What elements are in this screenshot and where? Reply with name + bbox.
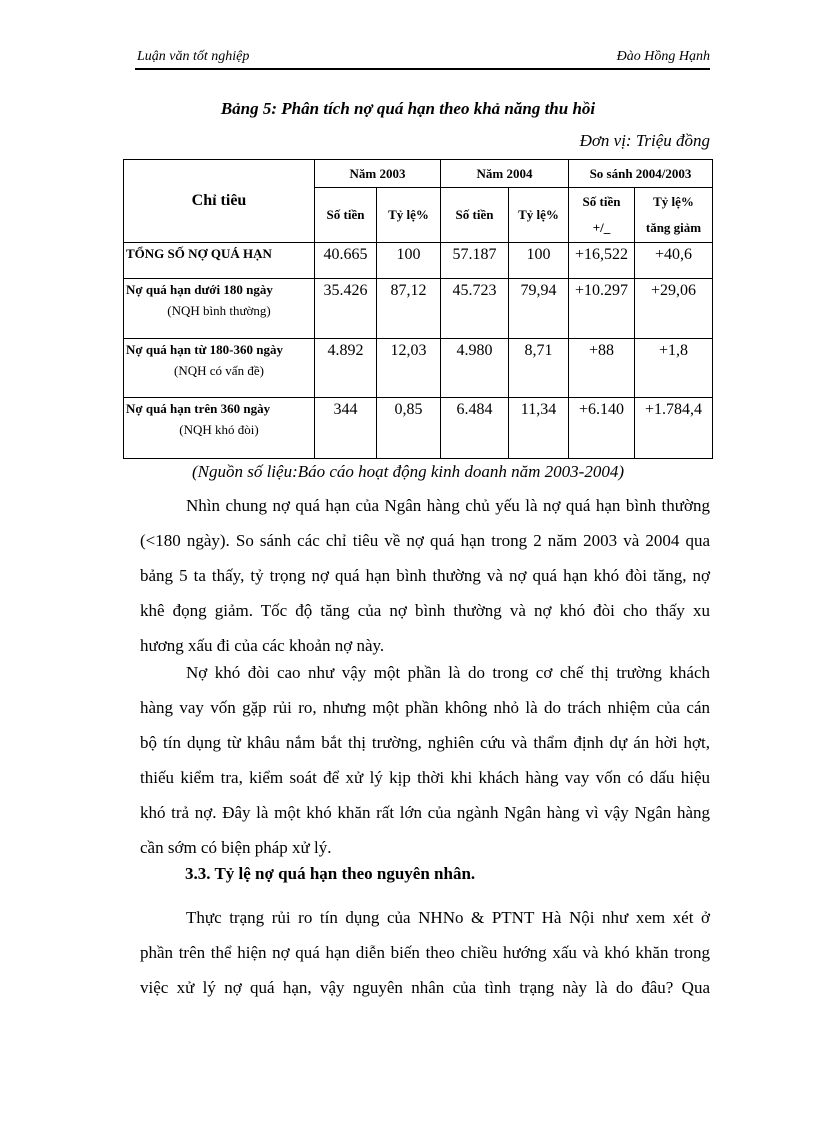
cell-value: +40,6 [635,243,713,279]
cell-value: 57.187 [441,243,509,279]
header-ratio-2004: Tỷ lệ% [509,188,569,243]
text-line: khê đọng giảm. Tốc độ tăng của nợ bình thường và nợ khó đòi cho thấy xu [140,601,710,620]
header-rule [135,68,710,70]
table-row [124,279,713,339]
text-line: phần trên thể hiện nợ quá hạn diễn biến theo chiều hướng xấu và khó khăn trong [140,943,710,962]
cell-value: 45.723 [441,279,509,339]
cell-value: +88 [569,339,635,398]
paragraph-3 [140,900,710,1005]
cell-value: 12,03 [377,339,441,398]
cell-value: 6.484 [441,398,509,459]
text-line: hàng vay vốn gặp rủi ro, nhưng một phần không nhỏ là do trách nhiệm của cán [140,698,710,717]
text-line: việc xử lý nợ quá hạn, vậy nguyên nhân của tình trạng này là do đâu? Qua [140,978,710,997]
header-cmp-amount: Số tiền +/_ [569,188,635,243]
row-label: Nợ quá hạn từ 180-360 ngày (NQH có vấn đề) [124,339,315,398]
cell-value: 4.892 [315,339,377,398]
text-line: (<180 ngày). So sánh các chỉ tiêu về nợ quá hạn trong 2 năm 2003 và 2004 qua [140,531,710,550]
cell-value: +6.140 [569,398,635,459]
table-row [124,339,713,398]
header-ratio-2003: Tỷ lệ% [377,188,441,243]
text-line: bộ tín dụng từ khâu nắm bắt thị trường, nghiên cứu và thẩm định dự án hời hợt, [140,733,710,752]
header-author: Đào Hồng Hạnh [616,49,710,64]
text-line: bảng 5 ta thấy, tỷ trọng nợ quá hạn bình thường và nợ quá hạn khó đòi tăng, nợ [140,566,710,585]
source-note: (Nguồn số liệu:Báo cáo hoạt động kinh doanh năm 2003-2004) [191,462,625,481]
text-line: Thực trạng rủi ro tín dụng của NHNo & PTNT Hà Nội như xem xét ở [186,908,710,927]
paragraph-2 [140,655,710,865]
cell-value: 4.980 [441,339,509,398]
cell-value: 8,71 [509,339,569,398]
header-year-2003: Năm 2003 [315,160,441,188]
header-cmp-ratio: Tỷ lệ% tăng giảm [635,188,713,243]
text-line: Nhìn chung nợ quá hạn của Ngân hàng chủ yếu là nợ quá hạn bình thường [186,496,710,515]
cell-value: 344 [315,398,377,459]
cell-value: +1,8 [635,339,713,398]
text-line: Nợ khó đòi cao như vậy một phần là do trong cơ chế thị trường khách [186,663,710,682]
row-label: Nợ quá hạn trên 360 ngày (NQH khó đòi) [124,398,315,459]
cell-value: 0,85 [377,398,441,459]
unit-note: Đơn vị: Triệu đồng [579,131,710,150]
debt-analysis-table [123,159,713,459]
cell-value: 40.665 [315,243,377,279]
text-line: khó trả nợ. Đây là một khó khăn rất lớn của ngành Ngân hàng vì vậy Ngân hàng [140,803,710,822]
section-heading: 3.3. Tỷ lệ nợ quá hạn theo nguyên nhân. [185,864,476,883]
table-title: Bảng 5: Phân tích nợ quá hạn theo khả năng thu hồi [220,99,596,118]
text-line: thiếu kiểm tra, kiểm soát để xử lý kịp thời khi khách hàng vay vốn có dấu hiệu [140,768,710,787]
cell-value: +16,522 [569,243,635,279]
header-criteria: Chỉ tiêu [124,160,315,243]
row-label: TỔNG SỐ NỢ QUÁ HẠN [124,243,315,279]
header-amount-2004: Số tiền [441,188,509,243]
cell-value: +10.297 [569,279,635,339]
header-year-2004: Năm 2004 [441,160,569,188]
header-left-title: Luận văn tốt nghiệp [137,49,250,64]
cell-value: 79,94 [509,279,569,339]
cell-value: +29,06 [635,279,713,339]
text-line: hương xấu đi của các khoản nợ này. [140,636,385,655]
text-line: cần sớm có biện pháp xử lý. [140,838,332,857]
cell-value: +1.784,4 [635,398,713,459]
cell-value: 100 [509,243,569,279]
cell-value: 11,34 [509,398,569,459]
cell-value: 100 [377,243,441,279]
row-label: Nợ quá hạn dưới 180 ngày (NQH bình thường) [124,279,315,339]
table-row [124,243,713,279]
cell-value: 35.426 [315,279,377,339]
header-comparison: So sánh 2004/2003 [569,160,713,188]
cell-value: 87,12 [377,279,441,339]
paragraph-1 [140,488,710,663]
header-amount-2003: Số tiền [315,188,377,243]
table-row [124,398,713,459]
